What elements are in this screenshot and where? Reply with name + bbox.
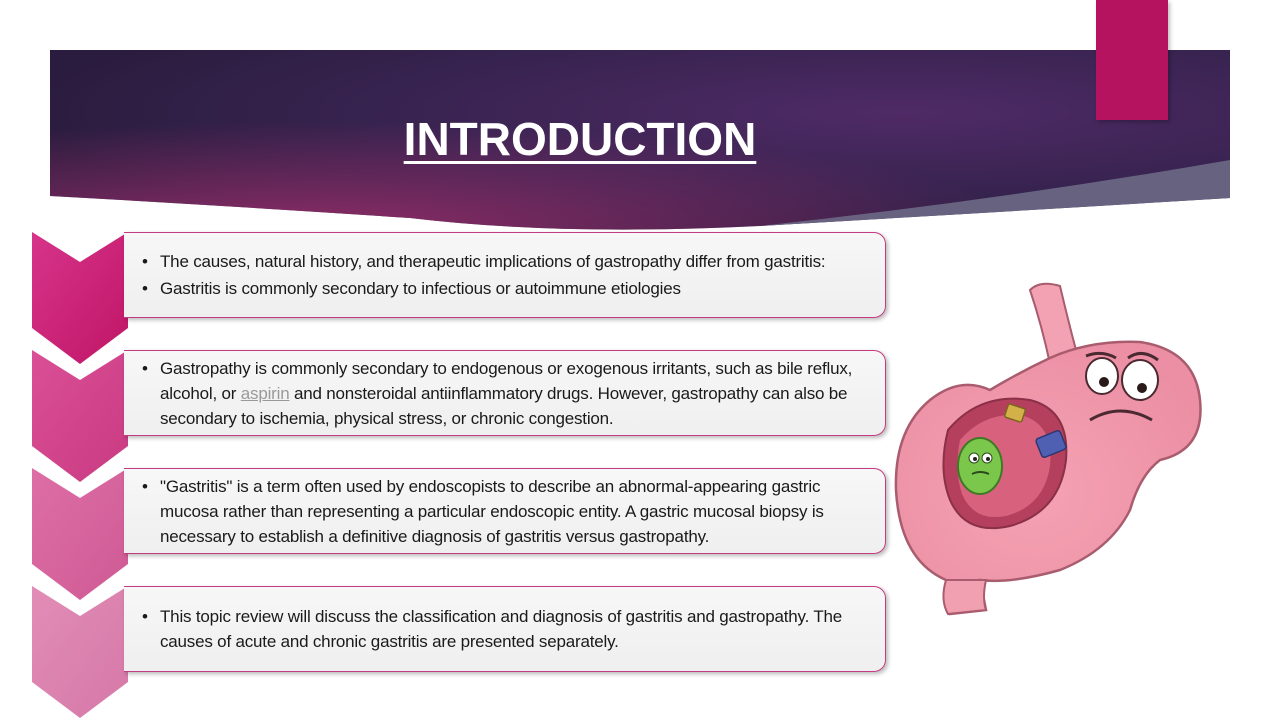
bullet-icon: • xyxy=(142,252,148,271)
card-3-list xyxy=(142,472,873,551)
bullet-icon: • xyxy=(142,476,148,496)
card-1 xyxy=(124,232,886,318)
card-4-list xyxy=(142,602,873,656)
bullet-text: "Gastritis" is a term often used by endoscopists to describe an abnormal-appearing gastric mucosa rather than representing a particular endoscopic entity. A gastric mucosal biopsy is necessary to establish a definitive diagnosis of gastritis versus gastropathy. xyxy=(160,476,824,546)
card-2-list xyxy=(142,354,873,433)
list-item xyxy=(142,474,873,549)
card-1-list xyxy=(142,247,873,303)
card-4 xyxy=(124,586,886,672)
chevron-1 xyxy=(32,232,128,364)
chevron-4 xyxy=(32,586,128,718)
bullet-text: This topic review will discuss the classification and diagnosis of gastritis and gastropathy. The causes of acute and chronic gastritis are presented separately. xyxy=(160,607,843,651)
card-3 xyxy=(124,468,886,554)
slide-title: INTRODUCTION xyxy=(403,113,757,165)
bullet-icon: • xyxy=(142,607,148,626)
list-item xyxy=(142,604,873,654)
accent-tab xyxy=(1096,0,1168,120)
chevron-2 xyxy=(32,350,128,482)
chevron-3 xyxy=(32,468,128,600)
bullet-text-after: and nonsteroidal antiinflammatory drugs. However, gastropathy can also be secondary to ischemia, physical stress, or chronic congestion. xyxy=(160,383,848,428)
list-item xyxy=(142,249,873,274)
bullet-icon: • xyxy=(142,279,148,298)
bullet-text: The causes, natural history, and therapeutic implications of gastropathy differ from gastritis: xyxy=(160,252,826,271)
card-2 xyxy=(124,350,886,436)
bullet-text: Gastritis is commonly secondary to infectious or autoimmune etiologies xyxy=(160,279,681,298)
list-item xyxy=(142,276,873,301)
bullet-icon: • xyxy=(142,358,148,378)
list-item xyxy=(142,356,873,431)
stomach-illustration xyxy=(890,280,1230,620)
bullet-text-before: Gastropathy is commonly secondary to endogenous or exogenous irritants, such as bile reflux, alcohol, or xyxy=(160,358,853,403)
aspirin-link[interactable]: aspirin xyxy=(240,383,290,403)
